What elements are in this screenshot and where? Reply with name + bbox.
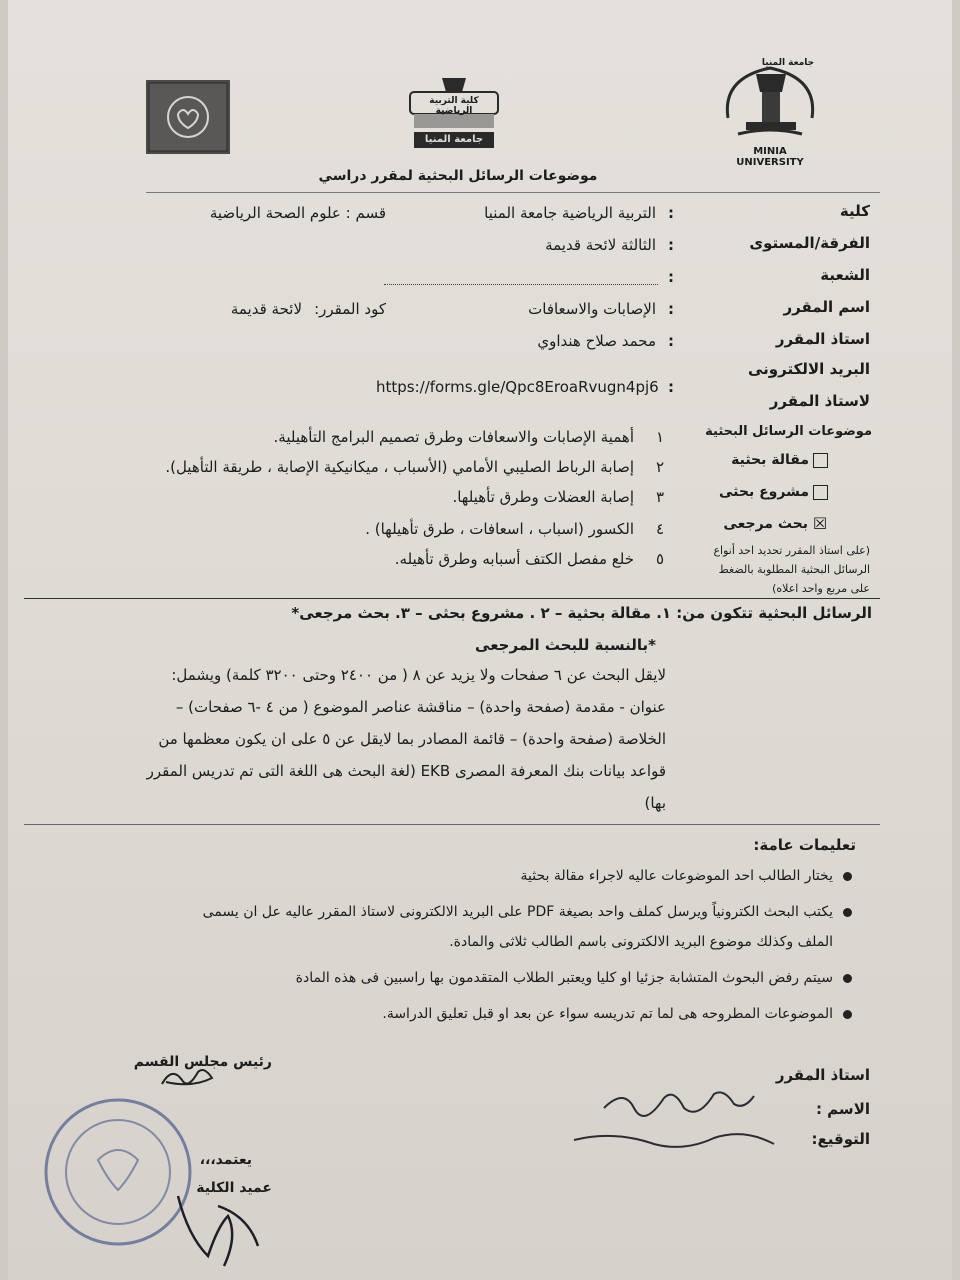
type-note-line-3: على مربع واحد اعلاه) [772,582,870,595]
bullet-icon [843,1010,852,1019]
prof-value: محمد صلاح هنداوي [537,332,656,350]
instruction-item: الموضوعات المطروحه هى لما تم تدريسه سواء عن بعد او قبل تعليق الدراسة. [382,1006,852,1022]
colon: : [668,204,674,222]
composition-paragraph: قواعد بيانات بنك المعرفة المصرى EKB (لغة البحث هى اللغة التى تم تدريس المقرر [146,762,666,780]
colon: : [668,378,674,396]
colon: : [668,332,674,350]
colon: : [668,268,674,286]
type-reference-label: بحث مرجعى [723,516,808,532]
article-checkbox[interactable] [813,453,828,468]
composition-paragraph: الخلاصة (صفحة واحدة) – قائمة المصادر بما لايقل عن ٥ على ان يكون معظمها من [158,730,666,748]
instructions-title: تعليمات عامة: [753,836,856,854]
topic-number: ٤ [655,520,664,538]
topic-number: ٥ [655,550,664,568]
dept-head-label: رئيس مجلس القسم [133,1054,272,1070]
email-label-2: لاستاذ المقرر [769,392,870,410]
university-logo-arabic: جامعة المنيا [761,58,815,68]
type-article-label: مقالة بحثية [731,452,809,468]
faculty-logo-text: كلية التربية الرياضية [429,96,479,116]
email-link[interactable]: https://forms.gle/Qpc8EroaRvugn4pj6 [376,378,659,396]
composition-paragraph: عنوان - مقدمة (صفحة واحدة) – مناقشة عناصر الموضوع ( من ٤ -٦ صفحات) – [175,698,666,716]
college-value: التربية الرياضية جامعة المنيا [484,204,656,222]
section-divider [24,598,880,599]
faculty-logo-banner: جامعة المنيا [424,134,484,145]
dept-value: قسم : علوم الصحة الرياضية [209,204,386,222]
topic-number: ٢ [655,458,664,476]
code-value: لائحة قديمة [230,300,302,318]
college-label: كلية [839,202,870,220]
branch-blank-line [384,284,658,285]
topic-item: أهمية الإصابات والاسعافات وطرق تصميم البرامج التأهيلية. [273,428,634,446]
sign-label: التوقيع: [811,1130,870,1148]
instruction-item-continuation: الملف وكذلك موضوع البريد الالكترونى باسم الطالب ثلاثى والمادة. [449,934,833,950]
reference-subhead: *بالنسبة للبحث المرجعى [475,636,656,654]
level-label: الفرقة/المستوى [749,234,870,252]
composition-line: الرسائل البحثية تتكون من: ١. مقالة بحثية – ٢ . مشروع بحثى – ٣. بحث مرجعى* [291,604,872,622]
composition-paragraph: بها) [644,794,666,812]
type-reference-option[interactable] [723,513,828,533]
approved-label: يعتمد،،، [199,1152,252,1168]
project-checkbox[interactable] [813,485,828,500]
email-label: البريد الالكترونى [748,360,870,378]
bullet-icon [843,974,852,983]
bullet-icon [843,908,852,917]
course-label: اسم المقرر [783,298,870,316]
topic-item: الكسور (اسباب ، اسعافات ، طرق تأهيلها) . [365,520,634,538]
prof-signature-icon [564,1080,804,1160]
section-divider [24,824,880,825]
title-divider [146,192,880,193]
type-note-line-2: الرسائل البحثية المطلوبة بالضغط [718,563,870,576]
course-value: الإصابات والاسعافات [528,300,656,318]
university-logo [718,58,822,168]
topic-item: خلع مفصل الكتف أسبابه وطرق تأهيله. [394,550,634,568]
document-page [8,0,952,1280]
faculty-logo [406,74,502,156]
topic-number: ٣ [655,488,664,506]
instruction-item: يكتب البحث الكترونياً ويرسل كملف واحد بصيغة PDF على البريد الالكترونى لاستاذ المقرر عاليه عل ان يسمى [203,904,852,920]
topic-item: إصابة العضلات وطرق تأهيلها. [452,488,634,506]
branch-label: الشعبة [820,266,870,284]
composition-paragraph: لايقل البحث عن ٦ صفحات ولا يزيد عن ٨ ( من ٢٤٠٠ وحتى ٣٢٠٠ كلمة) ويشمل: [171,666,666,684]
colon: : [668,236,674,254]
code-label: كود المقرر: [314,300,386,318]
type-article-option[interactable] [731,452,828,468]
bullet-icon [843,872,852,881]
prof-label: استاذ المقرر [775,330,870,348]
reference-checkbox-checked[interactable]: ☒ [812,513,828,533]
heart-logo-icon [146,80,230,154]
page-title: موضوعات الرسائل البحثية لمقرر دراسي [318,168,598,184]
dean-signature-icon [158,1186,268,1276]
type-project-label: مشروع بحثى [719,484,809,500]
type-project-option[interactable] [719,484,828,500]
colon: : [668,300,674,318]
topic-number: ١ [655,428,664,446]
topic-item: إصابة الرباط الصليبي الأمامي (الأسباب ، ميكانيكية الإصابة ، طريقة التأهيل). [165,458,634,476]
nefertiti-emblem-icon [718,58,822,148]
name-label: الاسم : [815,1100,870,1118]
instruction-item: سيتم رفض البحوث المتشابة جزئيا او كليا ويعتبر الطلاب المتقدمون بها راسبين فى هذه المادة [296,970,852,986]
left-logo [146,80,230,154]
instruction-item: يختار الطالب احد الموضوعات عاليه لاجراء مقالة بحثية [520,868,852,884]
topics-header: موضوعات الرسائل البحثية [705,424,872,439]
type-note-line-1: (على استاذ المقرر تحديد احد أنواع [713,544,870,557]
university-logo-name: MINIA UNIVERSITY [736,146,804,168]
level-value: الثالثة لائحة قديمة [545,236,656,254]
prof-signature-title: استاذ المقرر [775,1066,870,1084]
dean-label: عميد الكلية [196,1180,272,1196]
